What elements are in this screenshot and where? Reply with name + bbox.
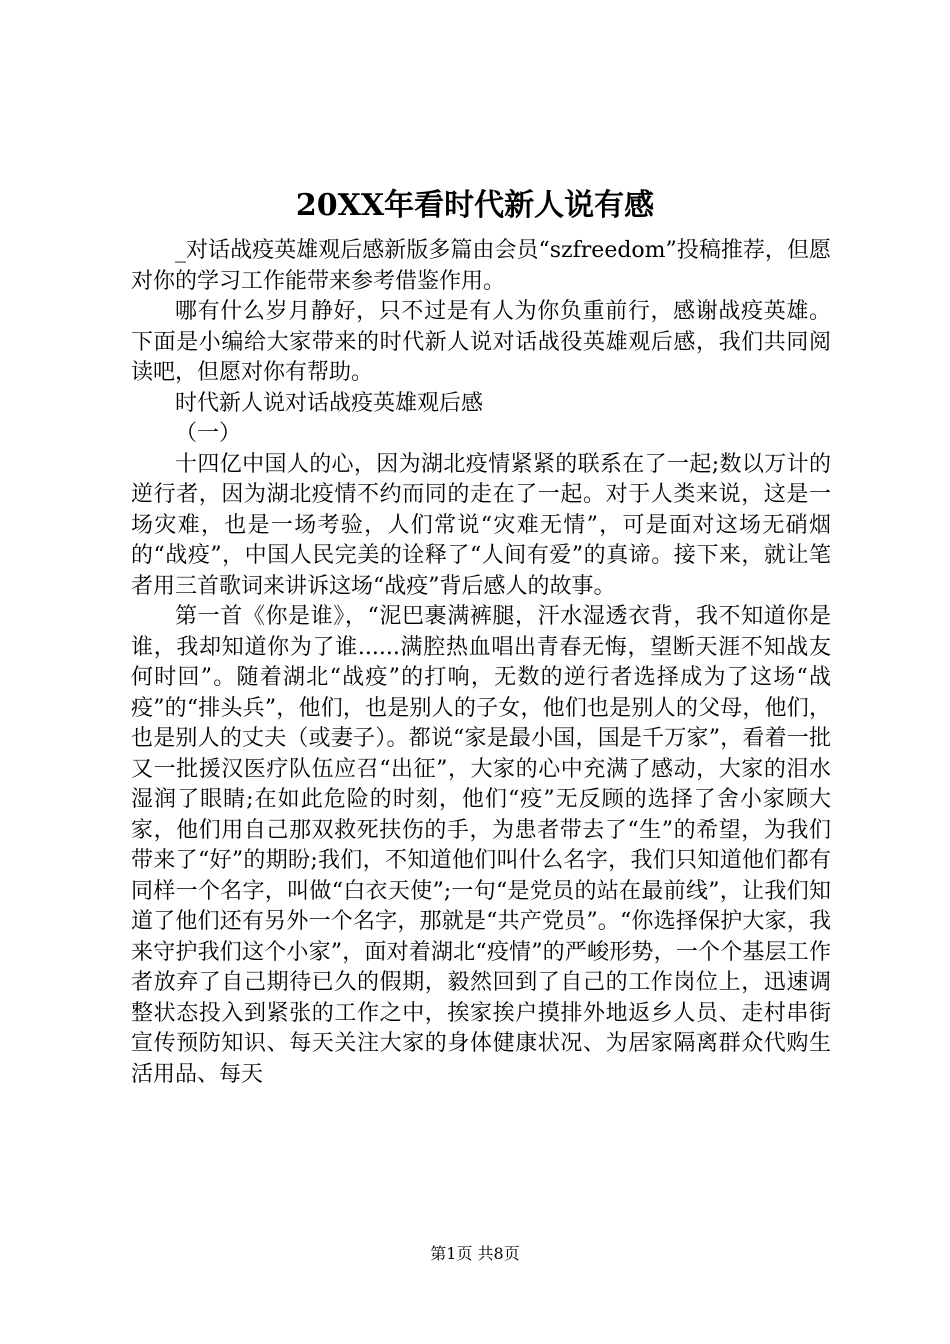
body-paragraph: 第一首《你是谁》，“泥巴裹满裤腿，汗水湿透衣背，我不知道你是谁，我却知道你为了谁......满腔热血唱出青春无悔，望断天涯不知战友何时回”。随着湖北“战疫”的打响，无数的逆行者选择成为了这场“战疫”的“排头兵”，他们，也是别人的子女，他们也是别人的父母，他们，也是别人的丈夫（或妻子）。都说“家是最小国，国是千万家”，看着一批又一批援汉医疗队伍应召“出征”，大家的心中充满了感动，大家的泪水湿润了眼睛;在如此危险的时刻，他们“疫”无反顾的选择了舍小家顾大家，他们用自己那双救死扶伤的手，为患者带去了“生”的希望，为我们带来了“好”的期盼;我们，不知道他们叫什么名字，我们只知道他们都有同样一个名字，叫做“白衣天使”;一句“是党员的站在最前线”，让我们知道了他们还有另外一个名字，那就是“共产党员”。“你选择保护大家，我来守护我们这个小家”，面对着湖北“疫情”的严峻形势，一个个基层工作者放弃了自己期待已久的假期，毅然回到了自己的工作岗位上，迅速调整状态投入到紧张的工作之中，挨家挨户摸排外地返乡人员、走村串街宣传预防知识、每天关注大家的身体健康状况、为居家隔离群众代购生活用品、每天 [131, 604, 831, 1087]
document-title: 20XX年看时代新人说有感 [295, 188, 655, 223]
document-body [131, 236, 831, 1090]
summary-paragraph: 哪有什么岁月静好，只不过是有人为你负重前行，感谢战疫英雄。下面是小编给大家带来的时代新人说对话战役英雄观后感，我们共同阅读吧，但愿对你有帮助。 [131, 299, 831, 385]
page-footer: 第1页 共8页 [430, 1244, 520, 1263]
section-heading: 时代新人说对话战疫英雄观后感 [175, 390, 484, 416]
body-paragraph: 十四亿中国人的心，因为湖北疫情紧紧的联系在了一起;数以万计的逆行者，因为湖北疫情不约而同的走在了一起。对于人类来说，这是一场灾难，也是一场考验，人们常说“灾难无情”，可是面对这场无硝烟的“战疫”，中国人民完美的诠释了“人间有爱”的真谛。接下来，就让笔者用三首歌词来讲诉这场“战疫”背后感人的故事。 [131, 451, 831, 599]
intro-paragraph: _对话战疫英雄观后感新版多篇由会员“szfreedom”投稿推荐，但愿对你的学习工作能带来参考借鉴作用。 [131, 238, 831, 294]
section-number: （一） [175, 421, 242, 446]
